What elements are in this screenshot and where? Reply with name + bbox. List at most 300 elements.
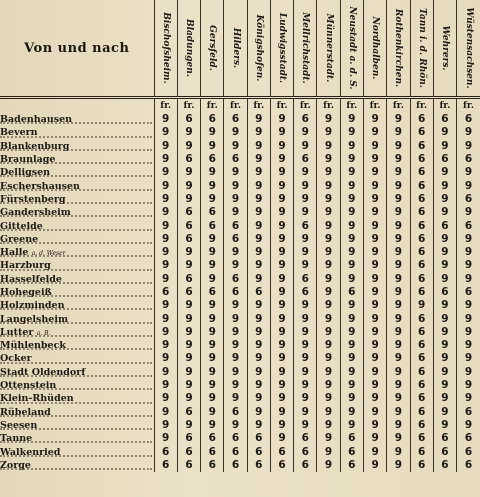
fare-cell: 6: [201, 459, 224, 472]
place-name-text: Harzburg: [0, 260, 51, 272]
place-name-text: Rübeland: [0, 406, 51, 418]
fare-cell: 9: [224, 246, 247, 259]
fare-cell: 9: [154, 153, 177, 166]
fare-cell: 9: [363, 459, 386, 472]
place-name: [0, 460, 33, 471]
fare-cell: 9: [270, 233, 293, 246]
place-name-text: Greene: [0, 233, 39, 245]
fare-cell: 9: [363, 432, 386, 445]
place-name: [0, 420, 39, 431]
fare-cell: 9: [340, 392, 363, 405]
fare-cell: 6: [410, 153, 433, 166]
fare-cell: 9: [270, 166, 293, 179]
fare-cell: 9: [317, 286, 340, 299]
fare-cell: 9: [270, 246, 293, 259]
place-name: [0, 181, 82, 192]
fare-cell: 9: [340, 206, 363, 219]
table-row: [0, 379, 480, 392]
fare-cell: 6: [410, 445, 433, 458]
fare-cell: 9: [154, 206, 177, 219]
column-header: [457, 0, 480, 98]
fare-cell: 6: [294, 153, 317, 166]
fare-cell: 9: [247, 206, 270, 219]
place-name: [0, 234, 40, 245]
fare-cell: 9: [247, 379, 270, 392]
fare-cell: 9: [317, 246, 340, 259]
place-cell: [0, 339, 154, 352]
fare-cell: 9: [387, 432, 410, 445]
fare-cell: 9: [363, 419, 386, 432]
fare-cell: 9: [154, 379, 177, 392]
fare-cell: 6: [177, 219, 200, 232]
fare-cell: 9: [340, 179, 363, 192]
place-cell: [0, 153, 154, 166]
fare-cell: 6: [340, 432, 363, 445]
fare-cell: 9: [317, 352, 340, 365]
fare-cell: 9: [154, 193, 177, 206]
table-row: [0, 286, 480, 299]
fare-cell: 9: [270, 273, 293, 286]
fare-cell: 9: [201, 273, 224, 286]
place-cell: [0, 233, 154, 246]
fare-cell: 9: [433, 166, 456, 179]
fare-cell: 6: [224, 153, 247, 166]
fare-cell: 9: [363, 312, 386, 325]
fare-cell: 9: [201, 259, 224, 272]
fare-cell: 9: [317, 432, 340, 445]
unit-label: fr.: [294, 98, 317, 114]
fare-cell: 9: [457, 419, 480, 432]
fare-cell: 9: [154, 406, 177, 419]
column-header: [177, 0, 200, 98]
fare-cell: 9: [201, 166, 224, 179]
fare-cell: 6: [294, 219, 317, 232]
fare-cell: 6: [457, 286, 480, 299]
fare-cell: 9: [340, 406, 363, 419]
fare-cell: 9: [317, 273, 340, 286]
fare-cell: 9: [317, 126, 340, 139]
fare-cell: 6: [224, 406, 247, 419]
place-name-text: Braunlage: [0, 154, 56, 166]
fare-cell: 6: [247, 432, 270, 445]
fare-cell: 9: [154, 219, 177, 232]
fare-cell: 9: [247, 259, 270, 272]
fare-cell: 9: [363, 299, 386, 312]
fare-cell: 9: [387, 352, 410, 365]
fare-cell: 9: [363, 140, 386, 153]
fare-cell: 9: [224, 392, 247, 405]
fare-cell: 9: [433, 273, 456, 286]
fare-cell: 9: [317, 366, 340, 379]
place-name-text: Hasselfelde: [0, 273, 62, 285]
fare-cell: 9: [154, 126, 177, 139]
fare-cell: 9: [363, 339, 386, 352]
fare-cell: 9: [177, 259, 200, 272]
place-cell: [0, 459, 154, 472]
column-header: [270, 0, 293, 98]
fare-cell: 9: [177, 299, 200, 312]
place-cell: [0, 193, 154, 206]
fare-cell: 9: [363, 153, 386, 166]
unit-row: [0, 98, 480, 114]
fare-cell: 6: [457, 445, 480, 458]
fare-cell: 9: [317, 459, 340, 472]
fare-cell: 6: [154, 445, 177, 458]
fare-cell: 9: [294, 392, 317, 405]
place-cell: [0, 366, 154, 379]
fare-cell: 9: [247, 392, 270, 405]
fare-cell: 9: [177, 312, 200, 325]
place-cell: [0, 299, 154, 312]
fare-cell: 9: [433, 246, 456, 259]
place-name-text: Badenhausen: [0, 114, 73, 126]
fare-cell: 9: [201, 312, 224, 325]
table-row: [0, 299, 480, 312]
table-row: [0, 432, 480, 445]
place-name-text: Bevern: [0, 127, 38, 139]
column-header-label: Königshofen.: [253, 14, 264, 82]
fare-cell: 6: [224, 233, 247, 246]
fare-cell: 9: [294, 352, 317, 365]
column-header: [154, 0, 177, 98]
unit-label: fr.: [154, 98, 177, 114]
unit-row-spacer: [0, 98, 154, 114]
fare-cell: 9: [457, 326, 480, 339]
place-name: [0, 300, 66, 311]
fare-cell: 9: [340, 326, 363, 339]
fare-cell: 9: [363, 273, 386, 286]
fare-cell: 9: [363, 406, 386, 419]
fare-cell: 6: [410, 179, 433, 192]
fare-cell: 9: [363, 445, 386, 458]
fare-cell: 6: [410, 379, 433, 392]
fare-cell: 9: [294, 206, 317, 219]
fare-cell: 9: [247, 246, 270, 259]
fare-cell: 9: [270, 352, 293, 365]
fare-cell: 9: [387, 140, 410, 153]
fare-cell: 6: [224, 273, 247, 286]
fare-cell: 9: [340, 153, 363, 166]
column-header: [201, 0, 224, 98]
column-header: [410, 0, 433, 98]
fare-cell: 9: [270, 153, 293, 166]
fare-cell: 6: [410, 339, 433, 352]
fare-cell: 9: [294, 246, 317, 259]
unit-label: fr.: [387, 98, 410, 114]
fare-cell: 9: [270, 140, 293, 153]
fare-cell: 9: [177, 246, 200, 259]
fare-cell: 9: [270, 379, 293, 392]
fare-cell: 9: [387, 153, 410, 166]
place-cell: [0, 113, 154, 126]
fare-cell: 9: [387, 179, 410, 192]
fare-cell: 6: [410, 140, 433, 153]
table-row: [0, 140, 480, 153]
fare-cell: 6: [410, 219, 433, 232]
fare-cell: 9: [247, 233, 270, 246]
fare-cell: 9: [340, 379, 363, 392]
fare-cell: 6: [433, 432, 456, 445]
fare-cell: 9: [410, 299, 433, 312]
column-header-label: Hilders.: [230, 27, 241, 69]
place-name: [0, 447, 62, 458]
table-row: [0, 179, 480, 192]
fare-cell: 6: [433, 219, 456, 232]
fare-cell: 9: [340, 113, 363, 126]
fare-cell: 9: [247, 113, 270, 126]
fare-cell: 6: [201, 286, 224, 299]
fare-cell: 9: [294, 326, 317, 339]
fare-cell: 9: [363, 126, 386, 139]
fare-cell: 9: [177, 352, 200, 365]
place-cell: [0, 126, 154, 139]
place-name: [0, 287, 54, 298]
place-name-text: Eschershausen: [0, 180, 80, 192]
fare-cell: 9: [154, 419, 177, 432]
place-cell: [0, 179, 154, 192]
fare-cell: 9: [340, 126, 363, 139]
fare-cell: 9: [363, 352, 386, 365]
fare-cell: 9: [457, 166, 480, 179]
fare-cell: 6: [410, 273, 433, 286]
fare-cell: 9: [270, 259, 293, 272]
fare-cell: 9: [270, 126, 293, 139]
table-row: [0, 153, 480, 166]
fare-cell: 9: [247, 166, 270, 179]
column-header: [340, 0, 363, 98]
column-header-label: Mellrichstadt.: [300, 12, 311, 84]
fare-cell: 9: [433, 339, 456, 352]
place-cell: [0, 379, 154, 392]
fare-cell: 6: [410, 233, 433, 246]
fare-cell: 9: [294, 233, 317, 246]
fare-cell: 9: [433, 379, 456, 392]
place-cell: [0, 432, 154, 445]
place-cell: [0, 140, 154, 153]
fare-cell: 9: [270, 339, 293, 352]
fare-cell: 9: [270, 419, 293, 432]
table-row: [0, 206, 480, 219]
fare-cell: 9: [177, 419, 200, 432]
place-name-text: Zorge: [0, 459, 31, 471]
fare-cell: 9: [294, 140, 317, 153]
fare-cell: 9: [294, 126, 317, 139]
fare-cell: 9: [270, 366, 293, 379]
fare-cell: 9: [270, 406, 293, 419]
place-cell: [0, 166, 154, 179]
fare-cell: 9: [177, 366, 200, 379]
fare-cell: 9: [433, 193, 456, 206]
fare-cell: 6: [410, 286, 433, 299]
table-row: [0, 259, 480, 272]
fare-cell: 9: [363, 166, 386, 179]
column-header-label: Neustadt a. d. S.: [346, 6, 357, 90]
fare-cell: 9: [247, 339, 270, 352]
fare-cell: 9: [363, 193, 386, 206]
place-cell: [0, 326, 154, 339]
fare-cell: 9: [457, 206, 480, 219]
place-name-text: Holzminden: [0, 300, 65, 312]
fare-cell: 9: [224, 419, 247, 432]
place-name: [0, 407, 53, 418]
fare-cell: 9: [247, 406, 270, 419]
fare-cell: 9: [294, 339, 317, 352]
fare-cell: 9: [247, 366, 270, 379]
fare-cell: 9: [154, 233, 177, 246]
fare-cell: 6: [247, 286, 270, 299]
place-name: [0, 327, 52, 338]
fare-cell: 6: [410, 406, 433, 419]
fare-cell: 9: [387, 246, 410, 259]
table-row: [0, 392, 480, 405]
fare-cell: 9: [201, 326, 224, 339]
place-cell: [0, 406, 154, 419]
unit-label: fr.: [247, 98, 270, 114]
place-cell: [0, 419, 154, 432]
fare-cell: 9: [433, 312, 456, 325]
fare-cell: 9: [154, 339, 177, 352]
fare-cell: 6: [340, 459, 363, 472]
fare-cell: 9: [317, 445, 340, 458]
fare-cell: 9: [294, 259, 317, 272]
fare-cell: 9: [201, 179, 224, 192]
place-name: [0, 194, 68, 205]
place-name-text: Ottenstein: [0, 380, 57, 392]
fare-cell: 9: [317, 233, 340, 246]
fare-cell: 6: [410, 459, 433, 472]
column-header: [294, 0, 317, 98]
place-name: [0, 314, 70, 325]
fare-cell: 9: [294, 406, 317, 419]
fare-cell: 6: [270, 459, 293, 472]
fare-cell: 9: [433, 299, 456, 312]
fare-cell: 9: [270, 179, 293, 192]
fare-cell: 9: [317, 153, 340, 166]
column-header-label: Rothenkirchen.: [393, 8, 404, 88]
fare-cell: 9: [177, 392, 200, 405]
fare-cell: 9: [457, 339, 480, 352]
fare-cell: 6: [410, 193, 433, 206]
fare-cell: 6: [410, 166, 433, 179]
fare-cell: 9: [224, 379, 247, 392]
column-header: [317, 0, 340, 98]
fare-cell: 9: [387, 206, 410, 219]
place-name-text: Gandersheim: [0, 207, 71, 219]
column-header-label: Münnerstadt.: [323, 13, 334, 83]
fare-cell: 6: [410, 419, 433, 432]
fare-cell: 6: [247, 459, 270, 472]
place-name: [0, 167, 52, 178]
fare-cell: 9: [457, 246, 480, 259]
place-cell: [0, 259, 154, 272]
fare-cell: 9: [294, 179, 317, 192]
column-header-label: Bladungen.: [183, 19, 194, 77]
fare-cell: 9: [201, 339, 224, 352]
fare-cell: 9: [224, 126, 247, 139]
fare-cell: 9: [154, 113, 177, 126]
fare-cell: 9: [317, 312, 340, 325]
place-name: [0, 127, 40, 138]
place-cell: [0, 206, 154, 219]
fare-cell: 6: [201, 432, 224, 445]
place-cell: [0, 219, 154, 232]
fare-cell: 6: [457, 406, 480, 419]
fare-cell: 6: [410, 126, 433, 139]
fare-cell: 9: [457, 179, 480, 192]
fare-cell: 9: [270, 206, 293, 219]
fare-cell: 9: [433, 392, 456, 405]
table-row: [0, 419, 480, 432]
fare-cell: 9: [340, 233, 363, 246]
fare-cell: 9: [154, 352, 177, 365]
place-name: [0, 207, 73, 218]
fare-cell: 9: [387, 113, 410, 126]
fare-cell: 9: [294, 166, 317, 179]
fare-cell: 9: [317, 259, 340, 272]
fare-cell: 9: [387, 339, 410, 352]
fare-cell: 9: [340, 259, 363, 272]
fare-cell: 9: [387, 233, 410, 246]
fare-cell: 9: [270, 113, 293, 126]
table-row: [0, 113, 480, 126]
fare-cell: 9: [433, 179, 456, 192]
fare-cell: 9: [247, 326, 270, 339]
fare-cell: 6: [433, 286, 456, 299]
fare-cell: 6: [433, 113, 456, 126]
place-name: [0, 380, 58, 391]
place-name-text: Klein-Rhüden: [0, 393, 74, 405]
fare-cell: 9: [433, 406, 456, 419]
fare-cell: 9: [387, 219, 410, 232]
place-qualifier: a. B.: [36, 329, 51, 337]
fare-cell: 9: [154, 432, 177, 445]
fare-cell: 9: [317, 299, 340, 312]
fare-cell: 9: [340, 140, 363, 153]
fare-cell: 9: [433, 259, 456, 272]
fare-cell: 9: [340, 273, 363, 286]
unit-label: fr.: [457, 98, 480, 114]
fare-cell: 6: [201, 206, 224, 219]
fare-cell: 9: [433, 366, 456, 379]
fare-cell: 6: [224, 445, 247, 458]
unit-label: fr.: [433, 98, 456, 114]
fare-cell: 9: [247, 273, 270, 286]
fare-cell: 6: [201, 153, 224, 166]
fare-cell: 9: [294, 193, 317, 206]
fare-cell: 9: [457, 352, 480, 365]
fare-cell: 9: [247, 179, 270, 192]
fare-cell: 9: [387, 286, 410, 299]
fare-cell: 9: [154, 246, 177, 259]
fare-cell: 9: [387, 326, 410, 339]
fare-cell: 9: [294, 379, 317, 392]
fare-cell: 6: [270, 445, 293, 458]
place-cell: [0, 445, 154, 458]
fare-cell: 9: [387, 193, 410, 206]
fare-cell: 9: [294, 366, 317, 379]
unit-label: fr.: [270, 98, 293, 114]
fare-cell: 6: [224, 219, 247, 232]
fare-cell: 9: [457, 273, 480, 286]
place-cell: [0, 286, 154, 299]
unit-label: fr.: [410, 98, 433, 114]
fare-cell: 9: [270, 219, 293, 232]
fare-cell: 9: [340, 419, 363, 432]
fare-cell: 9: [363, 259, 386, 272]
table-row: [0, 366, 480, 379]
place-name-text: Ocker: [0, 353, 32, 365]
place-name-text: Stadt Oldendorf: [0, 366, 86, 378]
